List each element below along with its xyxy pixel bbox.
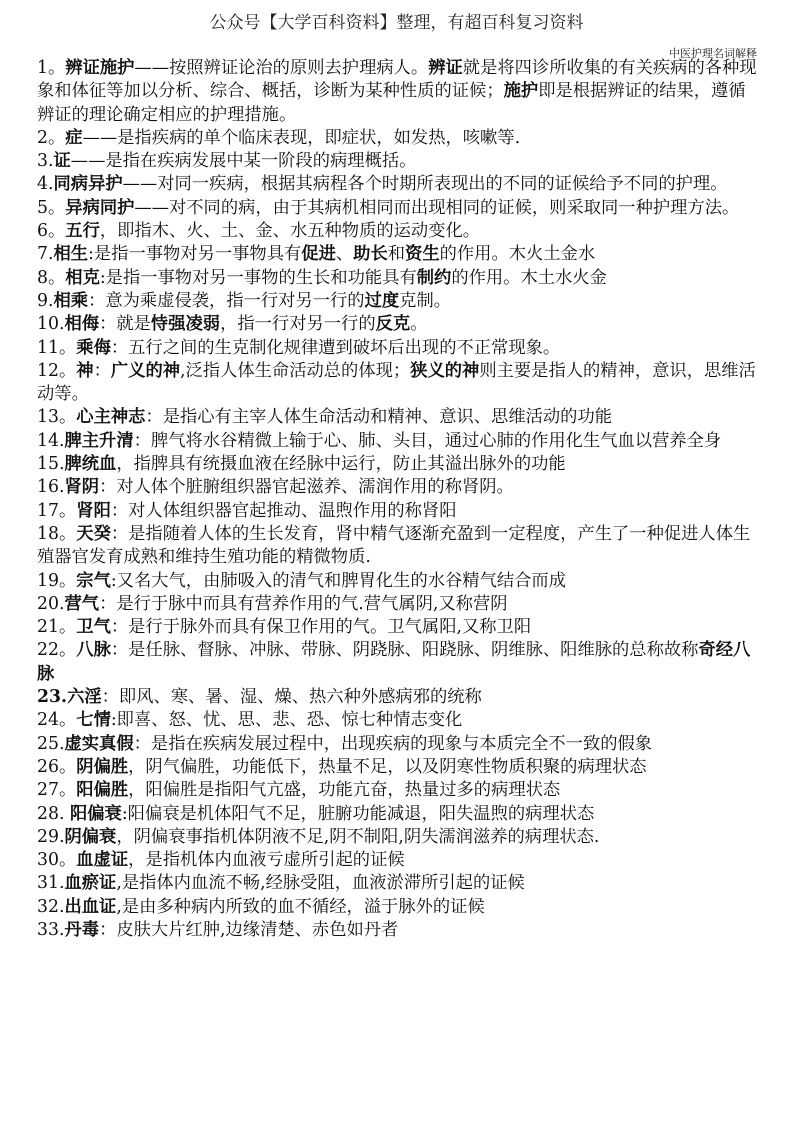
- term-text: ，指脾具有统摄血液在经脉中运行，防止其溢出脉外的功能: [116, 454, 566, 475]
- term-text: 4.: [37, 174, 54, 195]
- term-text: ，阴偏衰事指机体阴液不足,阴不制阳,阴失濡润滋养的病理状态.: [116, 826, 600, 847]
- term-text: ：是行于脉中而具有营养作用的气.营气属阴,又称营阴: [99, 593, 508, 614]
- term-entry: [37, 756, 757, 779]
- term-entry: [37, 919, 757, 942]
- term-text: 11。: [37, 337, 77, 358]
- term-bold-text: 阴偏衰: [64, 826, 117, 847]
- term-bold-text: 证: [53, 151, 71, 172]
- term-bold-text: 促进: [301, 244, 336, 265]
- term-entry: [37, 360, 757, 407]
- term-entry: [37, 779, 757, 802]
- term-text: 18。: [37, 523, 77, 544]
- term-text: ,是由多种病内所致的血不循经，溢于脉外的证候: [116, 896, 485, 917]
- term-entry: [37, 290, 757, 313]
- term-text: 29.: [37, 826, 65, 847]
- term-entry: [37, 709, 757, 732]
- term-bold-text: 七情: [76, 710, 111, 731]
- term-bold-text: 奇经八脉: [37, 640, 751, 684]
- term-bold-text: 反克: [375, 314, 411, 335]
- term-text: ——按照辨证论治的原则去护理病人。: [134, 58, 429, 78]
- term-entry: [37, 803, 757, 826]
- term-text: 30。: [37, 850, 77, 871]
- term-text: 15.: [37, 454, 65, 475]
- term-text: ,是指体内血流不畅,经脉受阻，血液淤滞所引起的证候: [116, 873, 525, 894]
- term-bold-text: 同病异护: [53, 174, 123, 195]
- term-bold-text: 心主神志: [76, 407, 146, 428]
- term-text: 21。: [37, 617, 77, 638]
- term-text: :即喜、怒、忧、思、悲、恐、惊七种情志变化: [110, 710, 463, 731]
- term-bold-text: 过度: [364, 290, 400, 311]
- term-bold-text: 天癸: [76, 523, 111, 544]
- term-entry: [37, 570, 757, 593]
- page-header: 公众号【大学百科资料】整理，有超百科复习资料: [209, 13, 584, 33]
- term-entry: [37, 430, 757, 453]
- term-text: :是指一事物对另一事物具有: [88, 244, 302, 265]
- term-text: :又名大气，由肺吸入的清气和脾胃化生的水谷精气结合而成: [110, 570, 566, 591]
- term-bold-text: 出血证: [64, 896, 117, 917]
- term-entry: [37, 243, 757, 266]
- term-text: 16.: [37, 477, 65, 498]
- term-text: 就是将四诊所收集的有关疾病的各种现象和体征等加以分析、综合、概括，诊断为某种性质的证候；: [37, 58, 757, 102]
- term-bold-text: 脾统血: [64, 454, 117, 475]
- term-bold-text: 肾阴: [64, 477, 100, 498]
- term-text: 则主要是指人的精神，意识，思维活动等。: [37, 360, 756, 405]
- term-text: 31.: [37, 873, 65, 894]
- term-text: 6。: [37, 221, 66, 242]
- term-text: 和: [387, 244, 406, 265]
- term-text: ：对人体组织器官起推动、温煦作用的称肾阳: [110, 500, 457, 521]
- term-text: 8。: [37, 267, 66, 288]
- term-text: ：脾气将水谷精微上输于心、肺、头目，通过心肺的作用化生气血以营养全身: [133, 430, 722, 451]
- term-bold-text: 神: [76, 360, 94, 381]
- term-entry: [37, 197, 757, 220]
- term-text: 19。: [37, 570, 77, 591]
- term-bold-text: 脾主升清: [64, 430, 134, 451]
- term-text: ：就是: [99, 314, 151, 335]
- term-entry: [37, 896, 757, 919]
- term-bold-text: 营气: [64, 593, 100, 614]
- term-text: ,泛指人体生命活动总的体现；: [180, 360, 411, 381]
- term-bold-text: 广义的神: [110, 360, 181, 381]
- term-text: 9.: [37, 290, 54, 311]
- term-bold-text: 丹毒: [64, 919, 100, 940]
- term-entry: [37, 616, 757, 639]
- term-text: ：五行之间的生克制化规律遭到破坏后出现的不正常现象。: [110, 337, 561, 358]
- term-text: 27。: [37, 780, 77, 801]
- term-text: ：对人体个脏腑组织器官起滋养、濡润作用的称肾阴。: [99, 477, 514, 498]
- term-bold-text: 狭义的神: [410, 360, 480, 381]
- term-bold-text: 23.六淫: [37, 687, 102, 708]
- term-text: ——是指在疾病发展中某一阶段的病理概括。: [70, 151, 417, 172]
- term-entry: [37, 872, 757, 895]
- term-text: 7.: [37, 244, 54, 265]
- term-text: 12。: [37, 360, 77, 381]
- term-text: 1。: [37, 58, 66, 78]
- term-entry: [37, 150, 757, 173]
- term-text: 10.: [37, 314, 65, 335]
- term-text: 26。: [37, 756, 77, 777]
- term-entry: [37, 267, 757, 290]
- term-entry: [37, 57, 757, 127]
- term-text: 、: [335, 244, 354, 265]
- term-entry: [37, 639, 757, 686]
- term-text: ，指一行对另一行的: [220, 314, 376, 335]
- term-list: [37, 57, 757, 942]
- term-text: ：是行于脉外而具有保卫作用的气。卫气属阳,又称卫阳: [110, 617, 532, 638]
- term-text: :阳偏衰是机体阳气不足，脏腑功能减退，阳失温煦的病理状态: [121, 803, 595, 824]
- term-bold-text: 相生: [53, 244, 89, 265]
- term-text: 14.: [37, 430, 65, 451]
- term-entry: [37, 826, 757, 849]
- term-bold-text: 宗气: [76, 570, 111, 591]
- term-entry: [37, 406, 757, 429]
- term-text: 25.: [37, 733, 65, 754]
- term-bold-text: 八脉: [76, 640, 111, 661]
- term-text: ——对同一疾病，根据其病程各个时期所表现出的不同的证候给予不同的护理。: [122, 174, 728, 195]
- term-text: ：意为乘虚侵袭，指一行对另一行的: [88, 290, 365, 311]
- term-text: 的作用。木土水火金: [451, 267, 607, 288]
- term-entry: [37, 523, 757, 570]
- term-text: ——对不同的病，由于其病机相同而出现相同的证候，则采取同一种护理方法。: [134, 197, 740, 218]
- term-entry: [37, 686, 757, 709]
- term-bold-text: 资生: [405, 244, 440, 265]
- term-entry: [37, 127, 757, 150]
- term-text: 24。: [37, 710, 77, 731]
- term-entry: [37, 173, 757, 196]
- term-bold-text: 辨证: [428, 58, 463, 78]
- term-text: ：是指在疾病发展过程中，出现疾病的现象与本质完全不一致的假象: [133, 733, 653, 754]
- term-bold-text: 异病同护: [65, 197, 135, 218]
- term-entry: [37, 593, 757, 616]
- term-entry: [37, 476, 757, 499]
- term-text: 克制。: [399, 290, 452, 311]
- term-text: ：是任脉、督脉、冲脉、带脉、阴跷脉、阳跷脉、阴维脉、阳维脉的总称故称: [110, 640, 699, 661]
- term-entry: [37, 337, 757, 360]
- term-text: 13。: [37, 407, 77, 428]
- term-text: ——是指疾病的单个临床表现，即症状，如发热，咳嗽等.: [82, 127, 521, 148]
- term-bold-text: 卫气: [76, 617, 111, 638]
- term-text: 28.: [37, 803, 70, 824]
- term-bold-text: 阳偏胜: [76, 780, 129, 801]
- term-text: ：是指心有主宰人体生命活动和精神、意识、思维活动的功能: [145, 407, 613, 428]
- term-text: 20.: [37, 593, 65, 614]
- term-entry: [37, 220, 757, 243]
- term-text: 22。: [37, 640, 77, 661]
- document-label: 中医护理名词解释: [669, 47, 757, 60]
- term-bold-text: 施护: [503, 81, 539, 102]
- term-bold-text: 相乘: [53, 290, 89, 311]
- term-entry: [37, 313, 757, 336]
- term-text: 17。: [37, 500, 77, 521]
- term-text: 2。: [37, 127, 66, 148]
- term-text: 32.: [37, 896, 65, 917]
- term-text: 。: [410, 314, 428, 335]
- term-entry: [37, 733, 757, 756]
- term-text: 的作用。木火土金水: [439, 244, 596, 265]
- term-bold-text: 阳偏衰: [69, 803, 122, 824]
- term-text: ，阴气偏胜，功能低下，热量不足，以及阴寒性物质积聚的病理状态: [128, 756, 647, 777]
- term-bold-text: 辨证施护: [65, 58, 135, 78]
- term-text: ，阳偏胜是指阳气亢盛，功能亢奋，热量过多的病理状态: [128, 780, 561, 801]
- term-bold-text: 制约: [416, 267, 452, 288]
- term-bold-text: 肾阳: [76, 500, 111, 521]
- term-bold-text: 五行: [65, 221, 100, 242]
- term-text: ：是指随着人体的生长发育，肾中精气逐渐充盈到一定程度，产生了一种促进人体生殖器官发育成熟和维持生殖功能的精微物质.: [37, 523, 751, 568]
- term-bold-text: 相侮: [64, 314, 100, 335]
- term-text: 33.: [37, 919, 65, 940]
- term-text: 5。: [37, 197, 66, 218]
- term-entry: [37, 500, 757, 523]
- term-text: 即是根据辨证的结果，遵循辨证的理论确定相应的护理措施。: [37, 81, 746, 125]
- term-bold-text: 恃强凌弱: [150, 314, 221, 335]
- term-text: ：即风、寒、暑、湿、燥、热六种外感病邪的统称: [101, 687, 482, 708]
- term-bold-text: 血虚证: [76, 850, 129, 871]
- term-bold-text: 症: [65, 127, 83, 148]
- term-bold-text: 助长: [353, 244, 388, 265]
- term-entry: [37, 453, 757, 476]
- term-bold-text: 相克: [65, 267, 100, 288]
- term-text: ，是指机体内血液亏虚所引起的证候: [128, 850, 405, 871]
- term-text: ：: [93, 360, 111, 381]
- term-bold-text: 乘侮: [76, 337, 111, 358]
- term-text: ，即指木、火、土、金、水五种物质的运动变化。: [99, 221, 481, 242]
- term-text: ：皮肤大片红肿,边缘清楚、赤色如丹者: [99, 919, 399, 940]
- term-bold-text: 阴偏胜: [76, 756, 129, 777]
- term-bold-text: 虚实真假: [64, 733, 134, 754]
- term-bold-text: 血瘀证: [64, 873, 117, 894]
- term-entry: [37, 849, 757, 872]
- term-text: :是指一事物对另一事物的生长和功能具有: [99, 267, 417, 288]
- term-text: 3.: [37, 151, 54, 172]
